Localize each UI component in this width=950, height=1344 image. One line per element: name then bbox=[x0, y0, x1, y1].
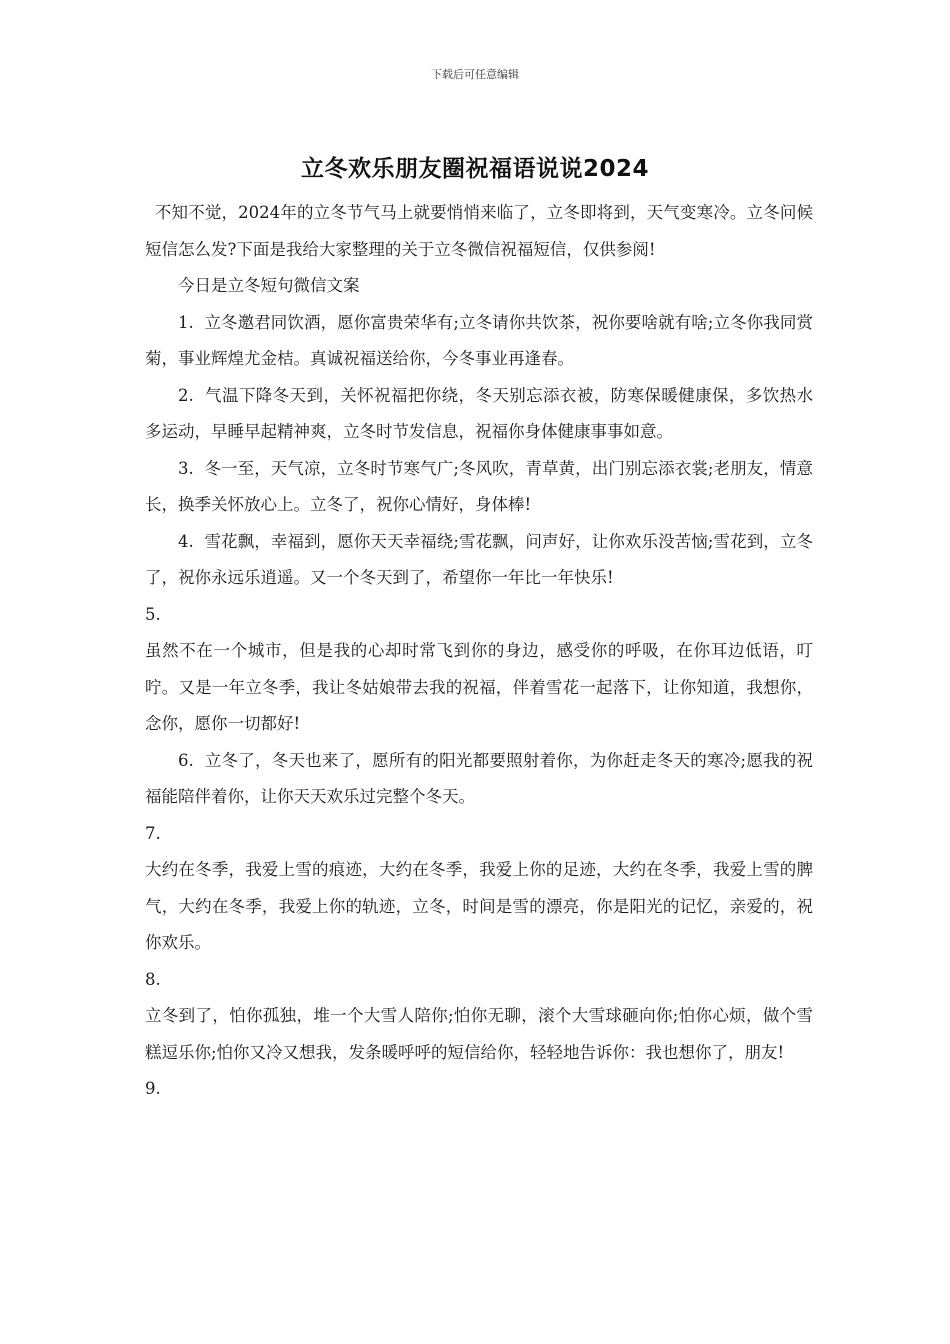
list-item-5-text: 虽然不在一个城市，但是我的心却时常飞到你的身边，感受你的呼吸，在你耳边低语，叮咛。又是一年立冬季，我让冬姑娘带去我的祝福，伴着雪花一起落下，让你知道，我想你，念你，愿你一切都好! bbox=[145, 641, 813, 733]
list-item-4 bbox=[145, 524, 813, 597]
list-item-5-number: 5. bbox=[145, 604, 161, 624]
item-text: 冬一至，天气凉，立冬时节寒气广;冬风吹，青草黄，出门别忘添衣裳;老朋友，情意长，换季关怀放心上。立冬了，祝你心情好，身体棒! bbox=[145, 458, 813, 514]
item-text: 立冬了，冬天也来了，愿所有的阳光都要照射着你，为你赶走冬天的寒冷;愿我的祝福能陪伴着你，让你天天欢乐过完整个冬天。 bbox=[145, 750, 813, 806]
list-item-7-text: 大约在冬季，我爱上雪的痕迹，大约在冬季，我爱上你的足迹，大约在冬季，我爱上雪的脾气，大约在冬季，我爱上你的轨迹，立冬，时间是雪的漂亮，你是阳光的记忆，亲爱的，祝你欢乐。 bbox=[145, 860, 813, 952]
item-number: 6. bbox=[178, 750, 194, 770]
section-heading: 今日是立冬短句微信文案 bbox=[178, 276, 360, 295]
list-item-8-text: 立冬到了，怕你孤独，堆一个大雪人陪你;怕你无聊，滚个大雪球砸向你;怕你心烦，做个雪糕逗乐你;怕你又冷又想我，发条暖呼呼的短信给你，轻轻地告诉你：我也想你了，朋友! bbox=[145, 1006, 813, 1062]
item-text: 立冬邀君同饮酒，愿你富贵荣华有;立冬请你共饮茶，祝你要啥就有啥;立冬你我同赏菊，事业辉煌尤金桔。真诚祝福送给你，今冬事业再逢春。 bbox=[145, 312, 813, 368]
list-item-2 bbox=[145, 378, 813, 451]
item-number: 2. bbox=[178, 385, 194, 405]
list-item-7-number: 7. bbox=[145, 823, 161, 843]
list-item-8-number: 8. bbox=[145, 969, 161, 989]
item-number: 1. bbox=[178, 312, 194, 332]
item-number: 4. bbox=[178, 531, 194, 551]
list-item-6 bbox=[145, 743, 813, 816]
list-item-1 bbox=[145, 305, 813, 378]
item-text: 气温下降冬天到，关怀祝福把你绕，冬天别忘添衣被，防寒保暖健康保，多饮热水多运动，早睡早起精神爽，立冬时节发信息，祝福你身体健康事事如意。 bbox=[145, 385, 813, 441]
list-item-3 bbox=[145, 451, 813, 524]
page-title: 立冬欢乐朋友圈祝福语说说2024 bbox=[300, 156, 649, 182]
item-text: 雪花飘，幸福到，愿你天天幸福绕;雪花飘，问声好，让你欢乐没苦恼;雪花到，立冬了，祝你永远乐逍遥。又一个冬天到了，希望你一年比一年快乐! bbox=[145, 531, 813, 587]
item-number: 3. bbox=[178, 458, 194, 478]
document-body bbox=[145, 195, 813, 1108]
header-note: 下载后可任意编辑 bbox=[431, 68, 519, 81]
list-item-9-number: 9. bbox=[145, 1079, 161, 1098]
intro-paragraph: 不知不觉，2024年的立冬节气马上就要悄悄来临了，立冬即将到，天气变寒冷。立冬问候短信怎么发?下面是我给大家整理的关于立冬微信祝福短信，仅供参阅! bbox=[145, 203, 813, 259]
